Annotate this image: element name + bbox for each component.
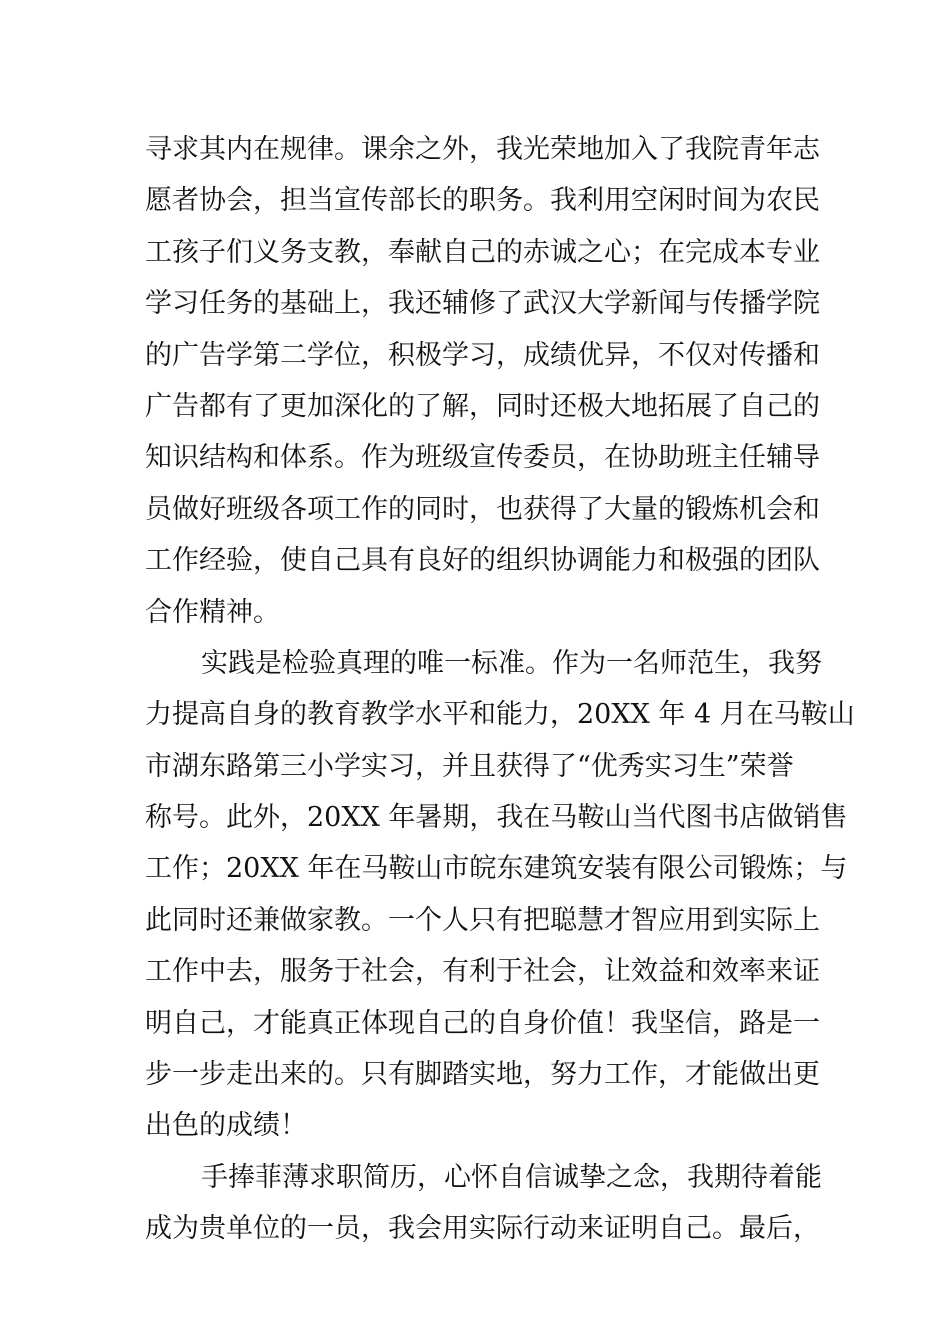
text-line: 步一步走出来的。只有脚踏实地，努力工作，才能做出更 [145, 1059, 820, 1091]
text-line: 员做好班级各项工作的同时，也获得了大量的锻炼机会和 [145, 493, 820, 525]
paragraph-start-line: 手捧菲薄求职简历，心怀自信诚挚之念，我期待着能 [201, 1161, 822, 1193]
text-line: 寻求其内在规律。课余之外，我光荣地加入了我院青年志 [145, 134, 820, 165]
text-line: 学习任务的基础上，我还辅修了武汉大学新闻与传播学院 [145, 288, 820, 320]
text-line: 出色的成绩！ [145, 1110, 307, 1142]
text-line: 广告都有了更加深化的了解，同时还极大地拓展了自己的 [145, 390, 820, 422]
text-line: 工作中去，服务于社会，有利于社会，让效益和效率来证 [145, 956, 820, 988]
text-line: 明自己，才能真正体现自己的自身价值！我坚信，路是一 [145, 1007, 820, 1039]
text-line: 市湖东路第三小学实习，并且获得了“优秀实习生”荣誉 [145, 750, 794, 782]
text-line: 工孩子们义务支教，奉献自己的赤诚之心；在完成本专业 [145, 236, 820, 268]
text-line: 成为贵单位的一员，我会用实际行动来证明自己。最后， [145, 1213, 820, 1245]
text-line: 力提高自身的教育教学水平和能力，20XX 年 4 月在马鞍山 [145, 699, 855, 731]
text-line: 此同时还兼做家教。一个人只有把聪慧才智应用到实际上 [145, 904, 820, 936]
text-line: 合作精神。 [145, 596, 280, 628]
text-line: 知识结构和体系。作为班级宣传委员，在协助班主任辅导 [145, 442, 820, 474]
text-line: 工作；20XX 年在马鞍山市皖东建筑安装有限公司锻炼；与 [145, 853, 848, 885]
text-line: 愿者协会，担当宣传部长的职务。我利用空闲时间为农民 [145, 185, 820, 217]
text-line: 的广告学第二学位，积极学习，成绩优异，不仅对传播和 [145, 339, 820, 371]
text-line: 称号。此外，20XX 年暑期，我在马鞍山当代图书店做销售 [145, 802, 848, 834]
body-text [145, 124, 855, 1255]
paragraph-start-line: 实践是检验真理的唯一标准。作为一名师范生，我努 [201, 647, 822, 679]
text-line: 工作经验，使自己具有良好的组织协调能力和极强的团队 [145, 545, 820, 577]
